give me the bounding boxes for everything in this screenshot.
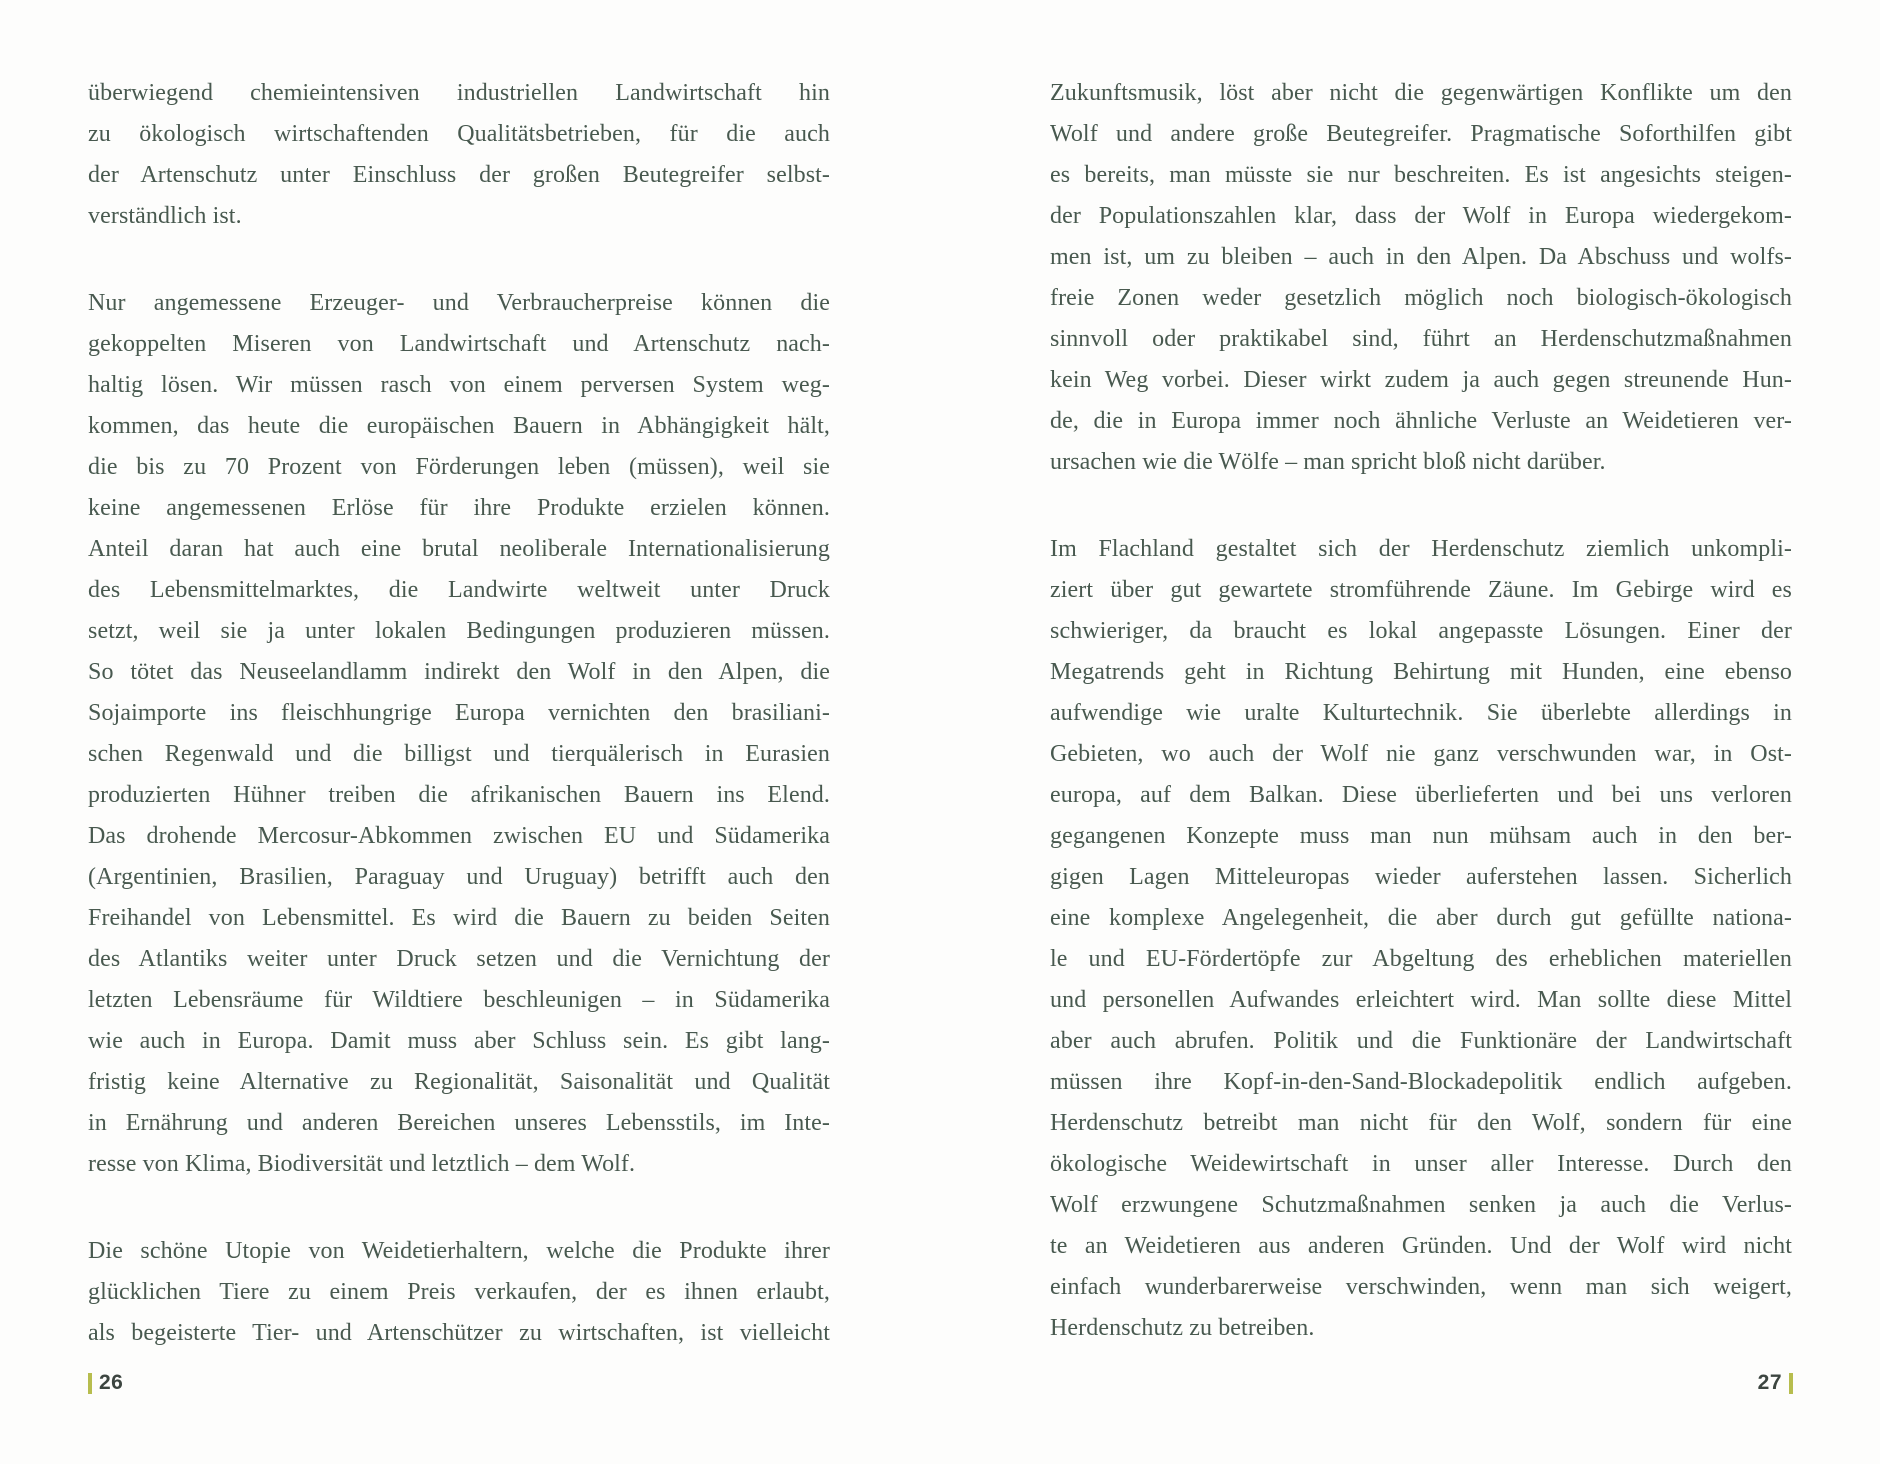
paragraph bbox=[88, 283, 830, 1185]
text-line: Wolf erzwungene Schutzmaßnahmen senken ja auch die Verlus- bbox=[1050, 1192, 1792, 1218]
page-number-bar bbox=[88, 1373, 92, 1394]
text-line: setzt, weil sie ja unter lokalen Bedingungen produzieren müssen. bbox=[88, 618, 830, 644]
paragraph bbox=[1050, 529, 1792, 1349]
text-line: des Lebensmittelmarktes, die Landwirte weltweit unter Druck bbox=[88, 577, 830, 603]
text-line: aber auch abrufen. Politik und die Funktionäre der Landwirtschaft bbox=[1050, 1028, 1792, 1054]
text-line: Freihandel von Lebensmittel. Es wird die Bauern zu beiden Seiten bbox=[88, 905, 830, 931]
text-line: in Ernährung und anderen Bereichen unseres Lebensstils, im Inte- bbox=[88, 1110, 830, 1136]
text-line: es bereits, man müsste sie nur beschreiten. Es ist angesichts steigen- bbox=[1050, 162, 1792, 188]
text-line: Nur angemessene Erzeuger- und Verbraucherpreise können die bbox=[88, 290, 830, 316]
text-line: kommen, das heute die europäischen Bauern in Abhängigkeit hält, bbox=[88, 413, 830, 439]
text-line: freie Zonen weder gesetzlich möglich noch biologisch-ökologisch bbox=[1050, 285, 1792, 311]
text-line: schen Regenwald und die billigst und tierquälerisch in Eurasien bbox=[88, 741, 830, 767]
text-line: Herdenschutz betreibt man nicht für den Wolf, sondern für eine bbox=[1050, 1110, 1792, 1136]
text-line: sinnvoll oder praktikabel sind, führt an Herdenschutzmaßnahmen bbox=[1050, 326, 1792, 352]
text-line: Die schöne Utopie von Weidetierhaltern, welche die Produkte ihrer bbox=[88, 1238, 830, 1264]
text-line: und personellen Aufwandes erleichtert wird. Man sollte diese Mittel bbox=[1050, 987, 1792, 1013]
text-line: aufwendige wie uralte Kulturtechnik. Sie überlebte allerdings in bbox=[1050, 700, 1792, 726]
text-line: Anteil daran hat auch eine brutal neoliberale Internationalisierung bbox=[88, 536, 830, 562]
text-line: glücklichen Tiere zu einem Preis verkaufen, der es ihnen erlaubt, bbox=[88, 1279, 830, 1305]
page-number-label: 27 bbox=[1757, 1371, 1782, 1394]
text-line: ziert über gut gewartete stromführende Zäune. Im Gebirge wird es bbox=[1050, 577, 1792, 603]
text-line: resse von Klima, Biodiversität und letztlich – dem Wolf. bbox=[88, 1151, 636, 1177]
text-line: Gebieten, wo auch der Wolf nie ganz verschwunden war, in Ost- bbox=[1050, 741, 1792, 767]
text-line: Zukunftsmusik, löst aber nicht die gegenwärtigen Konflikte um den bbox=[1050, 80, 1792, 106]
text-line: Sojaimporte ins fleischhungrige Europa vernichten den brasiliani- bbox=[88, 700, 830, 726]
text-line: Megatrends geht in Richtung Behirtung mit Hunden, eine ebenso bbox=[1050, 659, 1792, 685]
text-line: te an Weidetieren aus anderen Gründen. Und der Wolf wird nicht bbox=[1050, 1233, 1792, 1259]
text-line: ökologische Weidewirtschaft in unser aller Interesse. Durch den bbox=[1050, 1151, 1792, 1177]
text-line: wie auch in Europa. Damit muss aber Schluss sein. Es gibt lang- bbox=[88, 1028, 830, 1054]
text-line: letzten Lebensräume für Wildtiere beschleunigen – in Südamerika bbox=[88, 987, 830, 1013]
text-line: müssen ihre Kopf-in-den-Sand-Blockadepolitik endlich aufgeben. bbox=[1050, 1069, 1792, 1095]
text-line: kein Weg vorbei. Dieser wirkt zudem ja auch gegen streunende Hun- bbox=[1050, 367, 1792, 393]
paragraph bbox=[88, 73, 830, 237]
text-line: überwiegend chemieintensiven industriellen Landwirtschaft hin bbox=[88, 80, 830, 106]
text-line: de, die in Europa immer noch ähnliche Verluste an Weidetieren ver- bbox=[1050, 408, 1792, 434]
left-page-text-column bbox=[88, 73, 830, 1354]
page-number-right bbox=[1758, 1371, 1793, 1395]
text-line: gekoppelten Miseren von Landwirtschaft und Artenschutz nach- bbox=[88, 331, 830, 357]
text-line: schwieriger, da braucht es lokal angepasste Lösungen. Einer der bbox=[1050, 618, 1792, 644]
paragraph bbox=[88, 1231, 830, 1354]
text-line: (Argentinien, Brasilien, Paraguay und Uruguay) betrifft auch den bbox=[88, 864, 830, 890]
text-line: die bis zu 70 Prozent von Förderungen leben (müssen), weil sie bbox=[88, 454, 830, 480]
text-line: der Populationszahlen klar, dass der Wolf in Europa wiedergekom- bbox=[1050, 203, 1792, 229]
text-line: eine komplexe Angelegenheit, die aber durch gut gefüllte nationa- bbox=[1050, 905, 1792, 931]
text-line: zu ökologisch wirtschaftenden Qualitätsbetrieben, für die auch bbox=[88, 121, 830, 147]
text-line: europa, auf dem Balkan. Diese überlieferten und bei uns verloren bbox=[1050, 782, 1792, 808]
text-line: verständlich ist. bbox=[88, 203, 242, 229]
text-line: gegangenen Konzepte muss man nun mühsam auch in den ber- bbox=[1050, 823, 1792, 849]
text-line: als begeisterte Tier- und Artenschützer zu wirtschaften, ist vielleicht bbox=[88, 1320, 830, 1346]
text-line: einfach wunderbarerweise verschwinden, wenn man sich weigert, bbox=[1050, 1274, 1792, 1300]
page-number-bar bbox=[1789, 1373, 1793, 1394]
page-number-left bbox=[88, 1371, 123, 1395]
text-line: keine angemessenen Erlöse für ihre Produkte erzielen können. bbox=[88, 495, 830, 521]
text-line: gigen Lagen Mitteleuropas wieder auferstehen lassen. Sicherlich bbox=[1050, 864, 1792, 890]
page-number-label: 26 bbox=[99, 1371, 124, 1394]
text-line: fristig keine Alternative zu Regionalität, Saisonalität und Qualität bbox=[88, 1069, 830, 1095]
text-line: haltig lösen. Wir müssen rasch von einem perversen System weg- bbox=[88, 372, 830, 398]
text-line: le und EU-Fördertöpfe zur Abgeltung des erheblichen materiellen bbox=[1050, 946, 1792, 972]
text-line: Im Flachland gestaltet sich der Herdenschutz ziemlich unkompli- bbox=[1050, 536, 1792, 562]
text-line: ursachen wie die Wölfe – man spricht bloß nicht darüber. bbox=[1050, 449, 1606, 475]
text-line: des Atlantiks weiter unter Druck setzen und die Vernichtung der bbox=[88, 946, 830, 972]
right-page-text-column bbox=[1050, 73, 1792, 1349]
text-line: der Artenschutz unter Einschluss der großen Beutegreifer selbst- bbox=[88, 162, 830, 188]
text-line: Wolf und andere große Beutegreifer. Pragmatische Soforthilfen gibt bbox=[1050, 121, 1792, 147]
text-line: Herdenschutz zu betreiben. bbox=[1050, 1315, 1315, 1341]
text-line: men ist, um zu bleiben – auch in den Alpen. Da Abschuss und wolfs- bbox=[1050, 244, 1792, 270]
paragraph bbox=[1050, 73, 1792, 483]
text-line: produzierten Hühner treiben die afrikanischen Bauern ins Elend. bbox=[88, 782, 830, 808]
text-line: Das drohende Mercosur-Abkommen zwischen EU und Südamerika bbox=[88, 823, 830, 849]
text-line: So tötet das Neuseelandlamm indirekt den Wolf in den Alpen, die bbox=[88, 659, 830, 685]
